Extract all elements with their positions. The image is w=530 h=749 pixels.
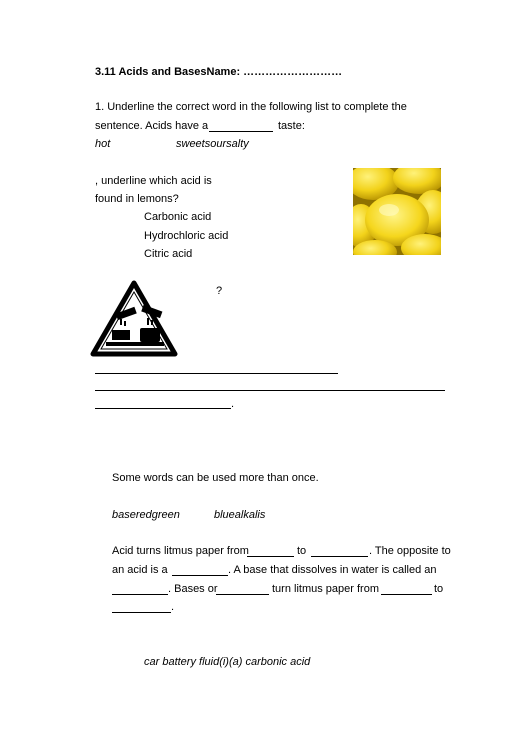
q1-option-hot[interactable]: hot <box>95 138 111 150</box>
q4-word-bank-b <box>214 509 265 521</box>
word-blue: blue <box>214 509 235 521</box>
q4-blank-3[interactable] <box>172 575 228 576</box>
q3-answer-line-3[interactable] <box>95 408 231 409</box>
lemons-illustration <box>353 168 441 255</box>
q4-line1-b: to <box>297 545 307 557</box>
q4-blank-5[interactable] <box>216 594 269 595</box>
q1-blank[interactable] <box>209 131 273 132</box>
word-alkalis: alkalis <box>234 509 266 521</box>
corrosive-hazard-icon <box>90 280 178 358</box>
q4-line4-end: . <box>171 601 175 613</box>
q4-line2-a: an acid is a <box>112 564 168 576</box>
q4-blank-4[interactable] <box>112 594 168 595</box>
q3-answer-line-2[interactable] <box>95 390 445 391</box>
q4-blank-1[interactable] <box>247 556 294 557</box>
q5-item-i: (i) <box>219 656 229 668</box>
name-label: Name: ……………………… <box>206 66 343 78</box>
word-green: green <box>151 509 180 521</box>
q1-line1: 1. Underline the correct word in the following list to complete the <box>95 101 407 113</box>
word-red: red <box>135 509 152 521</box>
q3-answer-line-1[interactable] <box>95 373 338 374</box>
word-base: base <box>112 509 136 521</box>
q4-blank-6[interactable] <box>381 594 432 595</box>
q4-line1-c: . The opposite to <box>369 545 451 557</box>
q5-item-carbonic: (a) carbonic acid <box>228 656 311 668</box>
q4-line3-a: . Bases or <box>168 583 218 595</box>
q2-option-carbonic[interactable]: Carbonic acid <box>144 211 212 223</box>
q1-options-group <box>176 138 249 150</box>
q5-match-row <box>144 656 310 668</box>
q5-item-car-battery: car battery fluid <box>144 656 220 668</box>
q1-line2-end: taste: <box>278 120 305 132</box>
worksheet-title <box>95 66 342 78</box>
q3-question-mark: ? <box>216 285 223 297</box>
q2-line1: , underline which acid is <box>95 175 212 187</box>
q2-option-citric[interactable]: Citric acid <box>144 248 193 260</box>
q2-option-hydrochloric[interactable]: Hydrochloric acid <box>144 230 229 242</box>
q4-blank-2[interactable] <box>311 556 368 557</box>
q4-word-bank-a <box>112 509 180 521</box>
q1-line2-start: sentence. Acids have a <box>95 120 209 132</box>
q4-line1-a: Acid turns litmus paper from <box>112 545 249 557</box>
q4-line2-b: . A base that dissolves in water is called an <box>228 564 437 576</box>
q4-line3-b: turn litmus paper from <box>272 583 379 595</box>
q3-end-period: . <box>231 398 235 410</box>
q4-intro: Some words can be used more than once. <box>112 472 319 484</box>
q4-blank-7[interactable] <box>112 612 171 613</box>
title-text: 3.11 Acids and Bases <box>95 66 207 78</box>
lemons-image <box>353 168 441 255</box>
q1-option-salty[interactable]: salty <box>226 138 249 150</box>
q1-option-sweet[interactable]: sweet <box>176 138 205 150</box>
q1-option-sour[interactable]: sour <box>204 138 227 150</box>
q4-line3-c: to <box>434 583 444 595</box>
q2-line2: found in lemons? <box>95 193 179 205</box>
